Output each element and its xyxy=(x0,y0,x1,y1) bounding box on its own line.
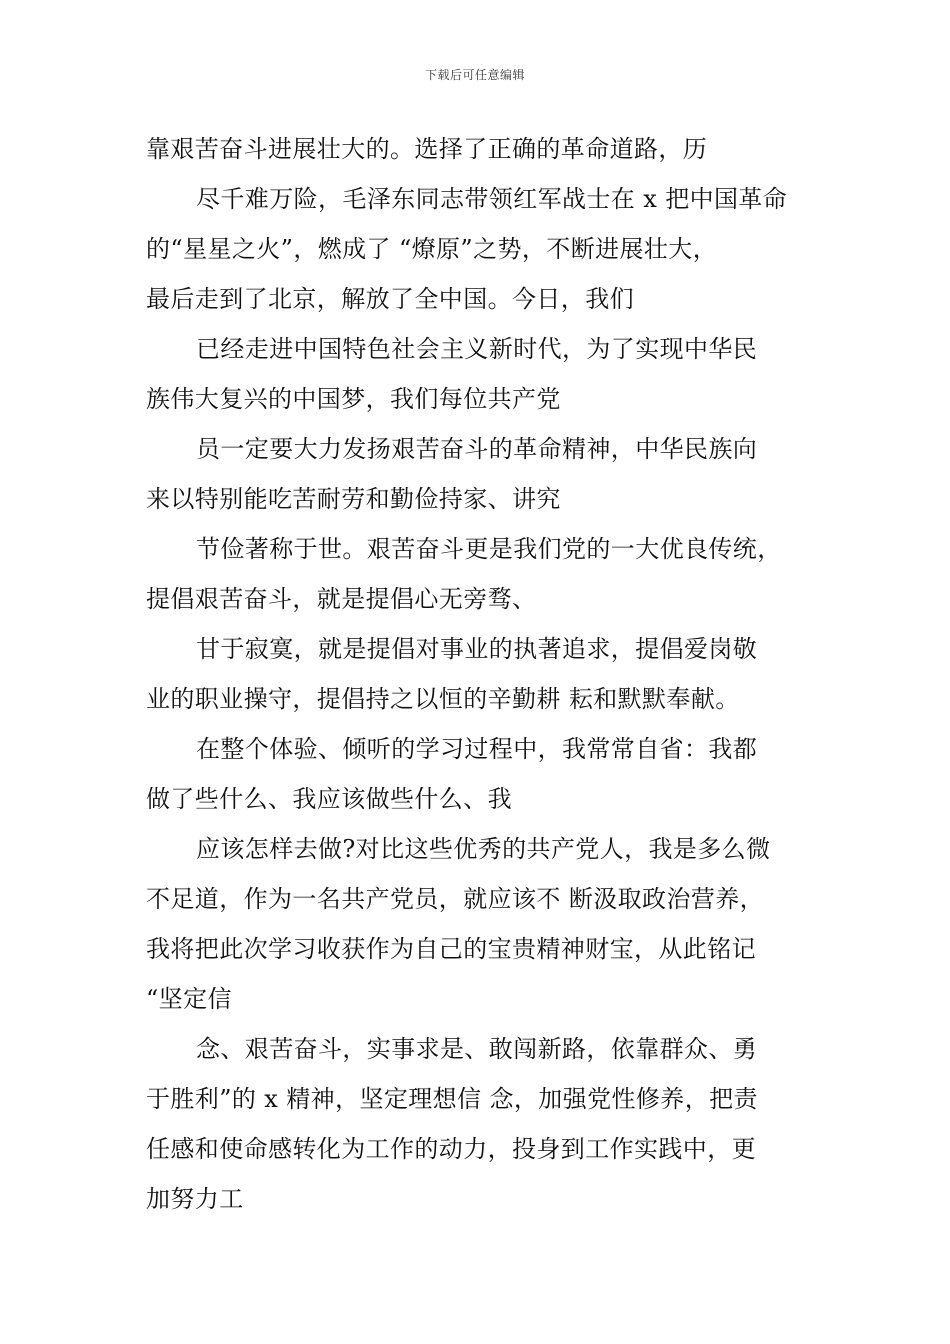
document-body xyxy=(146,124,816,1224)
text-line: 于胜利”的 x 精神，坚定理想信 念，加强党性修养，把责 xyxy=(146,1085,758,1113)
text-line: 员一定要大力发扬艰苦奋斗的革命精神，中华民族向 xyxy=(196,435,758,463)
text-line: 靠艰苦奋斗进展壮大的。选择了正确的革命道路，历 xyxy=(146,135,708,163)
text-line: 甘于寂寞，就是提倡对事业的执著追求，提倡爱岗敬 xyxy=(196,635,758,663)
text-line: 我将把此次学习收获作为自己的宝贵精神财宝，从此铭记 xyxy=(146,935,756,963)
text-line: 业的职业操守，提倡持之以恒的辛勤耕 耘和默默奉献。 xyxy=(146,685,740,713)
text-line: 不足道，作为一名共产党员，就应该不 断汲取政治营养， xyxy=(146,885,765,913)
text-line: 加努力工 xyxy=(146,1185,244,1213)
text-line: “坚定信 xyxy=(146,985,232,1013)
text-line: 提倡艰苦奋斗，就是提倡心无旁骛、 xyxy=(146,585,537,613)
text-line: 在整个体验、倾听的学习过程中，我常常自省：我都 xyxy=(196,735,758,763)
text-line: 族伟大复兴的中国梦，我们每位共产党 xyxy=(146,385,561,413)
page-header-note: 下载后可任意编辑 xyxy=(424,68,525,82)
text-line: 已经走进中国特色社会主义新时代，为了实现中华民 xyxy=(196,335,758,363)
text-line: 节俭著称于世。艰苦奋斗更是我们党的一大优良传统， xyxy=(196,535,782,563)
text-line: 念、艰苦奋斗，实事求是、敢闯新路，依靠群众、勇 xyxy=(196,1035,758,1063)
text-line: 应该怎样去做?对比这些优秀的共产党人，我是多么微 xyxy=(196,835,771,863)
text-line: 任感和使命感转化为工作的动力，投身到工作实践中，更 xyxy=(146,1135,756,1163)
text-line: 最后走到了北京，解放了全中国。今日，我们 xyxy=(146,285,634,313)
text-line: 来以特别能吃苦耐劳和勤俭持家、讲究 xyxy=(146,485,561,513)
text-line: 尽千难万险，毛泽东同志带领红军战士在 x 把中国革命 xyxy=(196,185,788,213)
text-line: 做了些什么、我应该做些什么、我 xyxy=(146,785,512,813)
text-line: 的“星星之火”，燃成了 “燎原”之势，不断进展壮大， xyxy=(146,235,718,263)
